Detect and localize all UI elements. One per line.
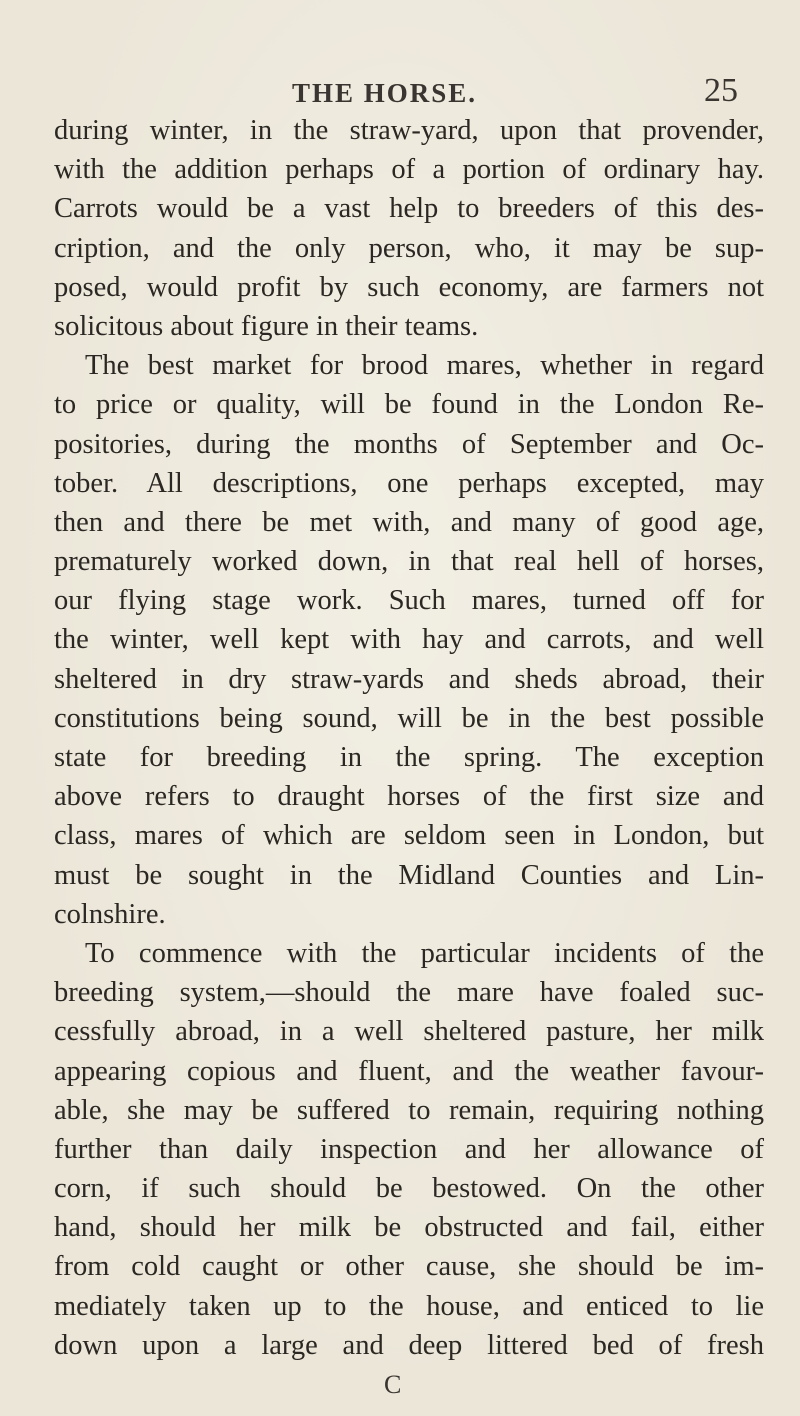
text-line: prematurely worked down, in that real hell of horses,	[54, 546, 764, 578]
text-line: sheltered in dry straw-yards and sheds abroad, their	[54, 663, 764, 695]
paragraph-start-line: The best market for brood mares, whether in regard	[85, 350, 764, 382]
text-line: the winter, well kept with hay and carrots, and well	[54, 624, 764, 656]
body-text	[54, 111, 764, 1365]
text-line: hand, should her milk be obstructed and fail, either	[54, 1212, 764, 1244]
running-head: THE HORSE.	[292, 78, 478, 108]
paragraph-start-line: To commence with the particular incidents of the	[85, 937, 764, 969]
text-line: able, she may be suffered to remain, requiring nothing	[54, 1094, 764, 1126]
text-line: constitutions being sound, will be in the best possible	[54, 702, 764, 734]
paragraph-end-line: colnshire.	[54, 898, 166, 930]
text-line: tober. All descriptions, one perhaps excepted, may	[54, 467, 764, 499]
paragraph-end-line: solicitous about figure in their teams.	[54, 310, 479, 342]
text-line: with the addition perhaps of a portion of ordinary hay.	[54, 154, 764, 186]
page-number: 25	[704, 72, 738, 109]
text-line: our flying stage work. Such mares, turned off for	[54, 585, 764, 617]
signature-mark: C	[384, 1370, 402, 1399]
text-line: down upon a large and deep littered bed of fresh	[54, 1329, 764, 1361]
text-line: cription, and the only person, who, it may be sup-	[54, 232, 764, 264]
text-line: mediately taken up to the house, and enticed to lie	[54, 1290, 764, 1322]
text-line: state for breeding in the spring. The exception	[54, 742, 764, 773]
text-line: corn, if such should be bestowed. On the other	[54, 1173, 764, 1205]
text-line: to price or quality, will be found in the London Re-	[54, 389, 764, 421]
page-header	[0, 72, 800, 112]
text-line: must be sought in the Midland Counties and Lin-	[54, 859, 764, 891]
text-line: then and there be met with, and many of good age,	[54, 506, 764, 538]
text-line: further than daily inspection and her allowance of	[54, 1133, 764, 1165]
text-line: cessfully abroad, in a well sheltered pasture, her milk	[54, 1016, 764, 1048]
text-line: from cold caught or other cause, she should be im-	[54, 1251, 764, 1283]
text-line: during winter, in the straw-yard, upon that provender,	[54, 115, 764, 146]
text-line: Carrots would be a vast help to breeders of this des-	[54, 193, 764, 225]
text-line: breeding system,—should the mare have foaled suc-	[54, 977, 764, 1009]
text-line: class, mares of which are seldom seen in London, but	[54, 820, 764, 852]
text-line: appearing copious and fluent, and the weather favour-	[54, 1055, 764, 1087]
text-line: posed, would profit by such economy, are farmers not	[54, 271, 764, 303]
text-line: above refers to draught horses of the first size and	[54, 781, 764, 813]
text-line: positories, during the months of September and Oc-	[54, 428, 764, 460]
